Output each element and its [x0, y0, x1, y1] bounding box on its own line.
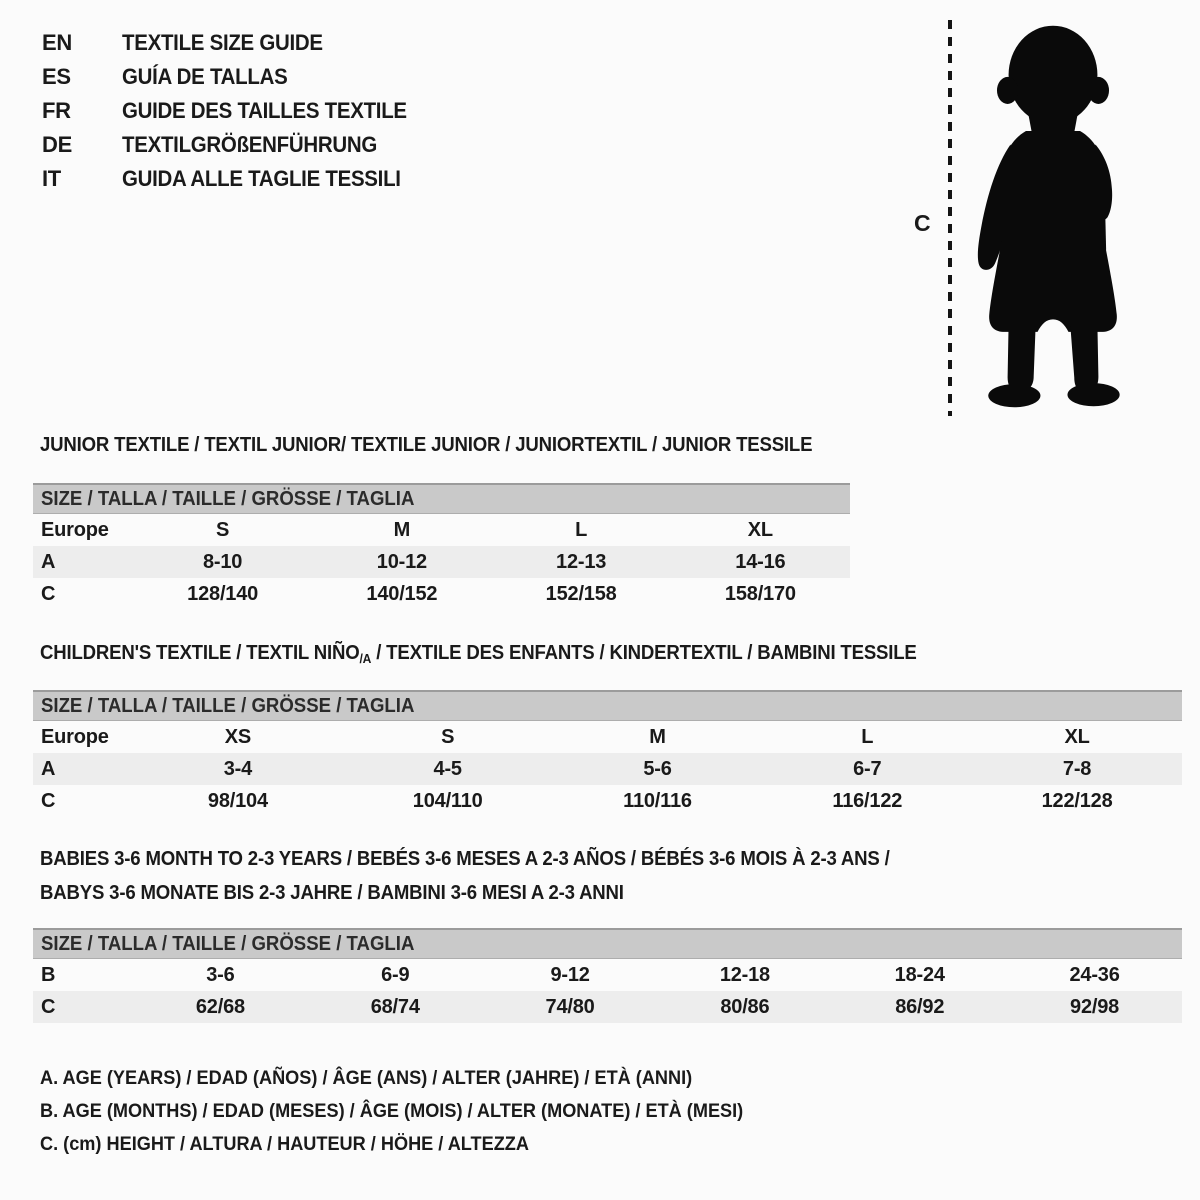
language-code: ES: [42, 64, 71, 89]
children-size-table: [33, 690, 1182, 817]
size-cell: M: [649, 725, 666, 748]
row-label: B: [41, 963, 56, 986]
value-cell: 4-5: [433, 757, 462, 780]
height-measure-label: C: [914, 210, 931, 236]
value-cell: 14-16: [735, 550, 786, 573]
value-cell: 86/92: [895, 995, 945, 1018]
row-label: C: [41, 995, 56, 1018]
size-cell: XS: [224, 725, 252, 748]
value-cell: 122/128: [1041, 789, 1113, 812]
size-cell: S: [216, 518, 230, 541]
language-label: GUÍA DE TALLAS: [122, 64, 288, 89]
size-cell: M: [393, 518, 411, 541]
language-code: FR: [42, 98, 71, 123]
language-code: DE: [42, 132, 72, 157]
language-label: GUIDA ALLE TAGLIE TESSILI: [122, 166, 401, 191]
language-code: EN: [42, 30, 72, 55]
size-cell: XL: [747, 518, 773, 541]
table-row: [33, 721, 1182, 753]
value-cell: 3-4: [223, 757, 253, 780]
legend-line-b: B. AGE (MONTHS) / EDAD (MESES) / ÂGE (MOIS) / ALTER (MONATE) / ETÀ (MESI): [40, 1100, 744, 1122]
size-cell: S: [441, 725, 455, 748]
language-row: [42, 162, 428, 196]
value-cell: 9-12: [550, 963, 590, 986]
table-row: [33, 991, 1182, 1023]
legend-line-c: C. (cm) HEIGHT / ALTURA / HAUTEUR / HÖHE / ALTEZZA: [40, 1133, 529, 1155]
value-cell: 140/152: [366, 582, 438, 605]
row-label: A: [41, 757, 56, 780]
children-section-heading: CHILDREN'S TEXTILE / TEXTIL $NIÑO_{/A}$ / TEXTILE DES ENFANTS / KINDERTEXTIL / BAMBINI TESSILE: [40, 642, 917, 666]
language-row: [42, 94, 428, 128]
value-cell: 6-9: [381, 963, 410, 986]
toddler-silhouette-icon: [968, 16, 1138, 416]
value-cell: 152/158: [545, 582, 617, 605]
value-cell: 92/98: [1070, 995, 1120, 1018]
value-cell: 80/86: [720, 995, 770, 1018]
value-cell: 62/68: [195, 995, 245, 1018]
value-cell: 7-8: [1062, 757, 1092, 780]
babies-section-heading: BABIES 3-6 MONTH TO 2-3 YEARS / BEBÉS 3-6 MESES A 2-3 AÑOS / BÉBÉS 3-6 MOIS À 2-3 ANS / BABYS 3-6 MONATE BIS 2-3 JAHRE / BAMBINI 3-6 MESI A 2-3 ANNI: [40, 848, 890, 904]
language-row: [42, 26, 428, 60]
measure-legend: [40, 1062, 796, 1161]
value-cell: 18-24: [894, 963, 945, 986]
height-measure-dashed-line: [948, 20, 952, 416]
row-label: A: [41, 550, 56, 573]
value-cell: 12-18: [719, 963, 770, 986]
language-code: IT: [42, 166, 61, 191]
row-label: C: [41, 582, 56, 605]
language-label: TEXTILGRÖßENFÜHRUNG: [122, 132, 377, 157]
table-row: [33, 753, 1182, 785]
legend-line-a: A. AGE (YEARS) / EDAD (AÑOS) / ÂGE (ANS) / ALTER (JAHRE) / ETÀ (ANNI): [40, 1067, 693, 1089]
size-cell: L: [861, 725, 874, 748]
table-row: [33, 578, 850, 610]
value-cell: 158/170: [724, 582, 796, 605]
value-cell: 3-6: [206, 963, 235, 986]
value-cell: 8-10: [203, 550, 243, 573]
language-label: GUIDE DES TAILLES TEXTILE: [122, 98, 407, 123]
value-cell: 110/116: [623, 789, 692, 812]
language-row: [42, 128, 428, 162]
size-header-bar: SIZE / TALLA / TAILLE / GRÖSSE / TAGLIA: [33, 483, 850, 514]
junior-size-table: [33, 483, 850, 610]
row-label: Europe: [41, 725, 109, 748]
value-cell: 116/122: [832, 789, 903, 812]
row-label: C: [41, 789, 56, 812]
language-row: [42, 60, 428, 94]
value-cell: 12-13: [556, 550, 607, 573]
language-label: TEXTILE SIZE GUIDE: [122, 30, 323, 55]
value-cell: 6-7: [853, 757, 882, 780]
table-row: [33, 546, 850, 578]
size-header-bar: SIZE / TALLA / TAILLE / GRÖSSE / TAGLIA: [33, 928, 1182, 959]
value-cell: 10-12: [376, 550, 427, 573]
row-label: Europe: [41, 518, 109, 541]
size-cell: L: [575, 518, 588, 541]
value-cell: 98/104: [207, 789, 268, 812]
size-header-bar: SIZE / TALLA / TAILLE / GRÖSSE / TAGLIA: [33, 690, 1182, 721]
value-cell: 68/74: [370, 995, 420, 1018]
babies-size-table: [33, 928, 1182, 1023]
size-cell: XL: [1064, 725, 1090, 748]
value-cell: 5-6: [643, 757, 672, 780]
value-cell: 128/140: [187, 582, 259, 605]
table-row: [33, 785, 1182, 817]
table-row: [33, 514, 850, 546]
table-row: [33, 959, 1182, 991]
value-cell: 74/80: [545, 995, 595, 1018]
junior-section-heading: JUNIOR TEXTILE / TEXTIL JUNIOR/ TEXTILE JUNIOR / JUNIORTEXTIL / JUNIOR TESSILE: [40, 434, 813, 456]
value-cell: 24-36: [1069, 963, 1120, 986]
value-cell: 104/110: [412, 789, 483, 812]
language-list: [42, 26, 428, 196]
